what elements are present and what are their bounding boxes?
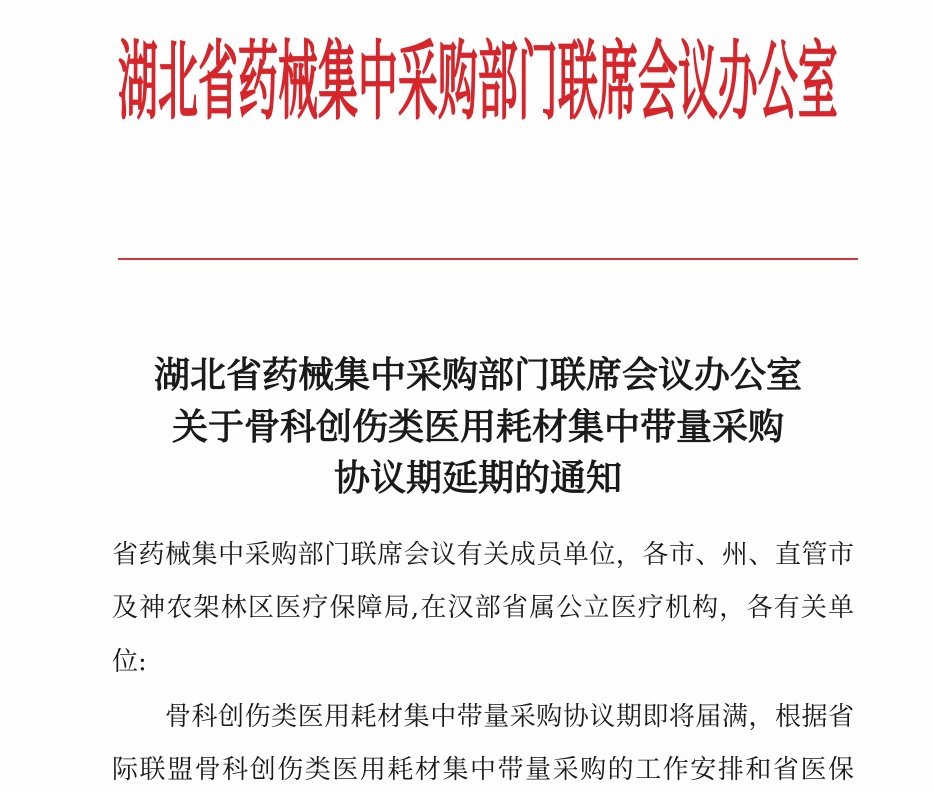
letterhead-red-rule — [118, 258, 858, 260]
title-line: 湖北省药械集中采购部门联席会议办公室 — [153, 354, 802, 396]
body-line-addressee: 位: — [112, 647, 147, 677]
body-line-addressee: 省药械集中采购部门联席会议有关成员单位，各市、州、直管市 — [112, 540, 854, 570]
letterhead-org-name: 湖北省药械集中采购部门联席会议办公室 — [118, 31, 838, 132]
body-line-paragraph: 际联盟骨科创伤类医用耗材集中带量采购的工作安排和省医保 — [112, 755, 854, 785]
body-line-addressee: 及神农架林区医疗保障局,在汉部省属公立医疗机构，各有关单 — [112, 593, 854, 623]
title-line: 协议期延期的通知 — [333, 457, 622, 499]
title-line: 关于骨科创伤类医用耗材集中带量采购 — [171, 406, 784, 448]
body-line-paragraph: 骨科创伤类医用耗材集中带量采购协议期即将届满，根据省 — [165, 702, 854, 732]
